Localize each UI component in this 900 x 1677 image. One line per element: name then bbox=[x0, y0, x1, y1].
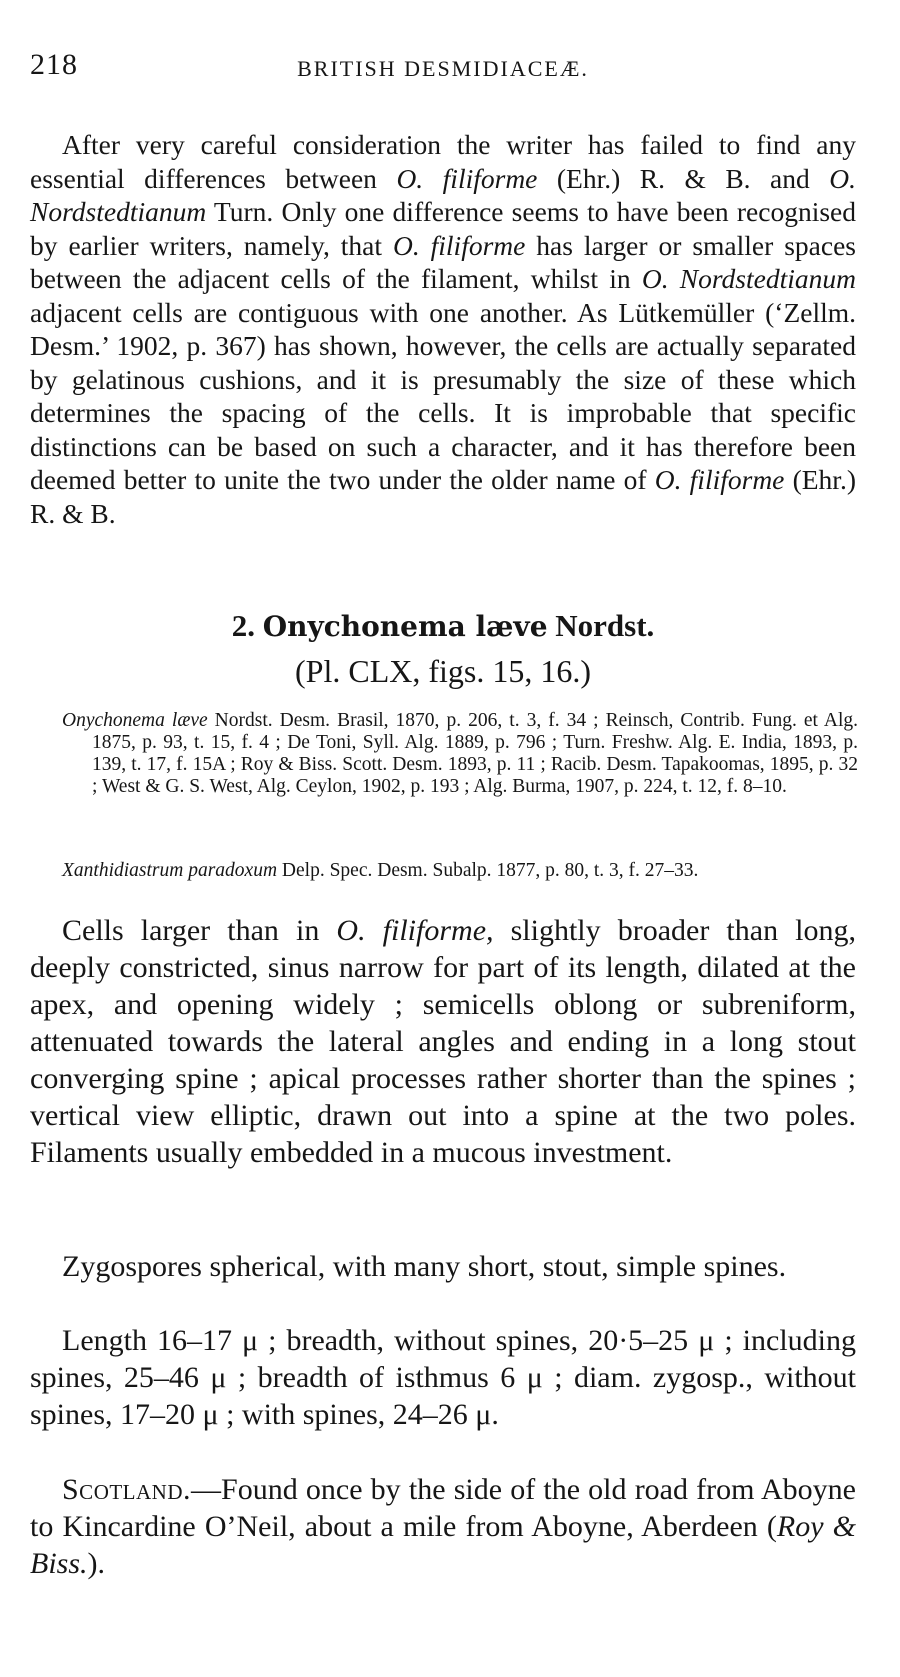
zygospore-description: Zygospores spherical, with many short, stout, simple spines. bbox=[62, 1250, 787, 1283]
para1-text-6: (Ehr.) R. & B. bbox=[30, 464, 856, 529]
synonym-name: Onychonema læve bbox=[62, 710, 208, 731]
taxon-name: O. filiforme bbox=[392, 229, 526, 261]
page-header bbox=[30, 48, 856, 88]
description-text-2: slightly broader than long, deeply constricted, sinus narrow for part of its length, dilated at the apex, and opening widely ; semicells oblong or subreniform, attenuated towards the lateral angles and ending in a long stout converging spine ; apical processes rather shorter than the spines ; vertical view elliptic, drawn out into a spine at the two poles. Filaments usually embedded in a mucous investment. bbox=[30, 914, 856, 1169]
discussion-paragraph bbox=[30, 128, 856, 530]
description-text-1: Cells larger than in bbox=[62, 914, 337, 947]
taxon-name: O. Nordstedtianum bbox=[641, 263, 856, 294]
synonymy-entry bbox=[62, 860, 858, 882]
page-number: 218 bbox=[30, 48, 78, 81]
locality-end: ). bbox=[87, 1547, 106, 1580]
synonym-name: Xanthidiastrum paradoxum bbox=[62, 860, 278, 881]
species-name: Onychonema læve bbox=[262, 610, 548, 643]
para1-text-4: has larger or smaller spaces between the adjacent cells of the filament, whilst in bbox=[30, 229, 856, 294]
locality-paragraph bbox=[30, 1471, 856, 1582]
plate-reference: (Pl. CLX, figs. 15, 16.) bbox=[295, 653, 591, 689]
species-heading bbox=[30, 606, 856, 647]
para1-text-2: (Ehr.) R. & B. and bbox=[537, 162, 830, 194]
taxon-name: O. filiforme, bbox=[336, 914, 494, 947]
taxon-name: O. Nordstedtianum bbox=[30, 162, 856, 227]
locality-text: —Found once by the side of the old road from Aboyne to Kincardine O’Neil, about a mile from Aboyne, Aberdeen ( bbox=[30, 1473, 856, 1543]
synonymy-entry bbox=[62, 710, 858, 798]
taxon-name: O. filiforme bbox=[396, 162, 538, 194]
taxon-name: O. filiforme bbox=[654, 464, 785, 495]
synonym-citations: Nordst. Desm. Brasil, 1870, p. 206, t. 3, f. 34 ; Reinsch, Contrib. Fung. et Alg. 1875, p. 93, t. 15, f. 4 ; De Toni, Syll. Alg. 1889, p. 796 ; Turn. Freshw. Alg. E. India, 1893, p. 139, t. 17, f. 15A ; Roy & Biss. Scott. Desm. 1893, p. 11 ; Racib. Desm. Tapakoomas, 1895, p. 32 ; West & G. S. West, Alg. Ceylon, 1902, p. 193 ; Alg. Burma, 1907, p. 224, t. 12, f. 8–10. bbox=[92, 710, 859, 797]
species-description bbox=[30, 912, 856, 1171]
synonym-citations: Delp. Spec. Desm. Subalp. 1877, p. 80, t. 3, f. 27–33. bbox=[277, 860, 699, 881]
locality-authority: Roy & Biss. bbox=[30, 1510, 856, 1580]
running-head: BRITISH DESMIDIACEÆ. bbox=[297, 56, 589, 81]
para1-text-3: Turn. Only one difference seems to have been recognised by earlier writers, namely, that bbox=[30, 196, 856, 261]
para1-text-5: adjacent cells are contiguous with one another. As Lütkemüller (‘Zellm. Desm.’ 1902, p. 367) has shown, however, the cells are actually separated by gelatinous cushions, and it is presumably the size of these which determines the spacing of the cells. It is improbable that specific distinctions can be based on such a character, and it has therefore been deemed better to unite the two under the older name of bbox=[30, 296, 856, 495]
locality-region: Scotland. bbox=[62, 1473, 192, 1506]
para1-text-1: After very careful consideration the writer has failed to find any essential differences between bbox=[30, 129, 856, 194]
species-number: 2. bbox=[231, 608, 255, 643]
dimensions-paragraph: Length 16–17 μ ; breadth, without spines, 20·5–25 μ ; including spines, 25–46 μ ; breadth of isthmus 6 μ ; diam. zygosp., without spines, 17–20 μ ; with spines, 24–26 μ. bbox=[30, 1324, 856, 1431]
species-author: Nordst. bbox=[555, 608, 655, 643]
